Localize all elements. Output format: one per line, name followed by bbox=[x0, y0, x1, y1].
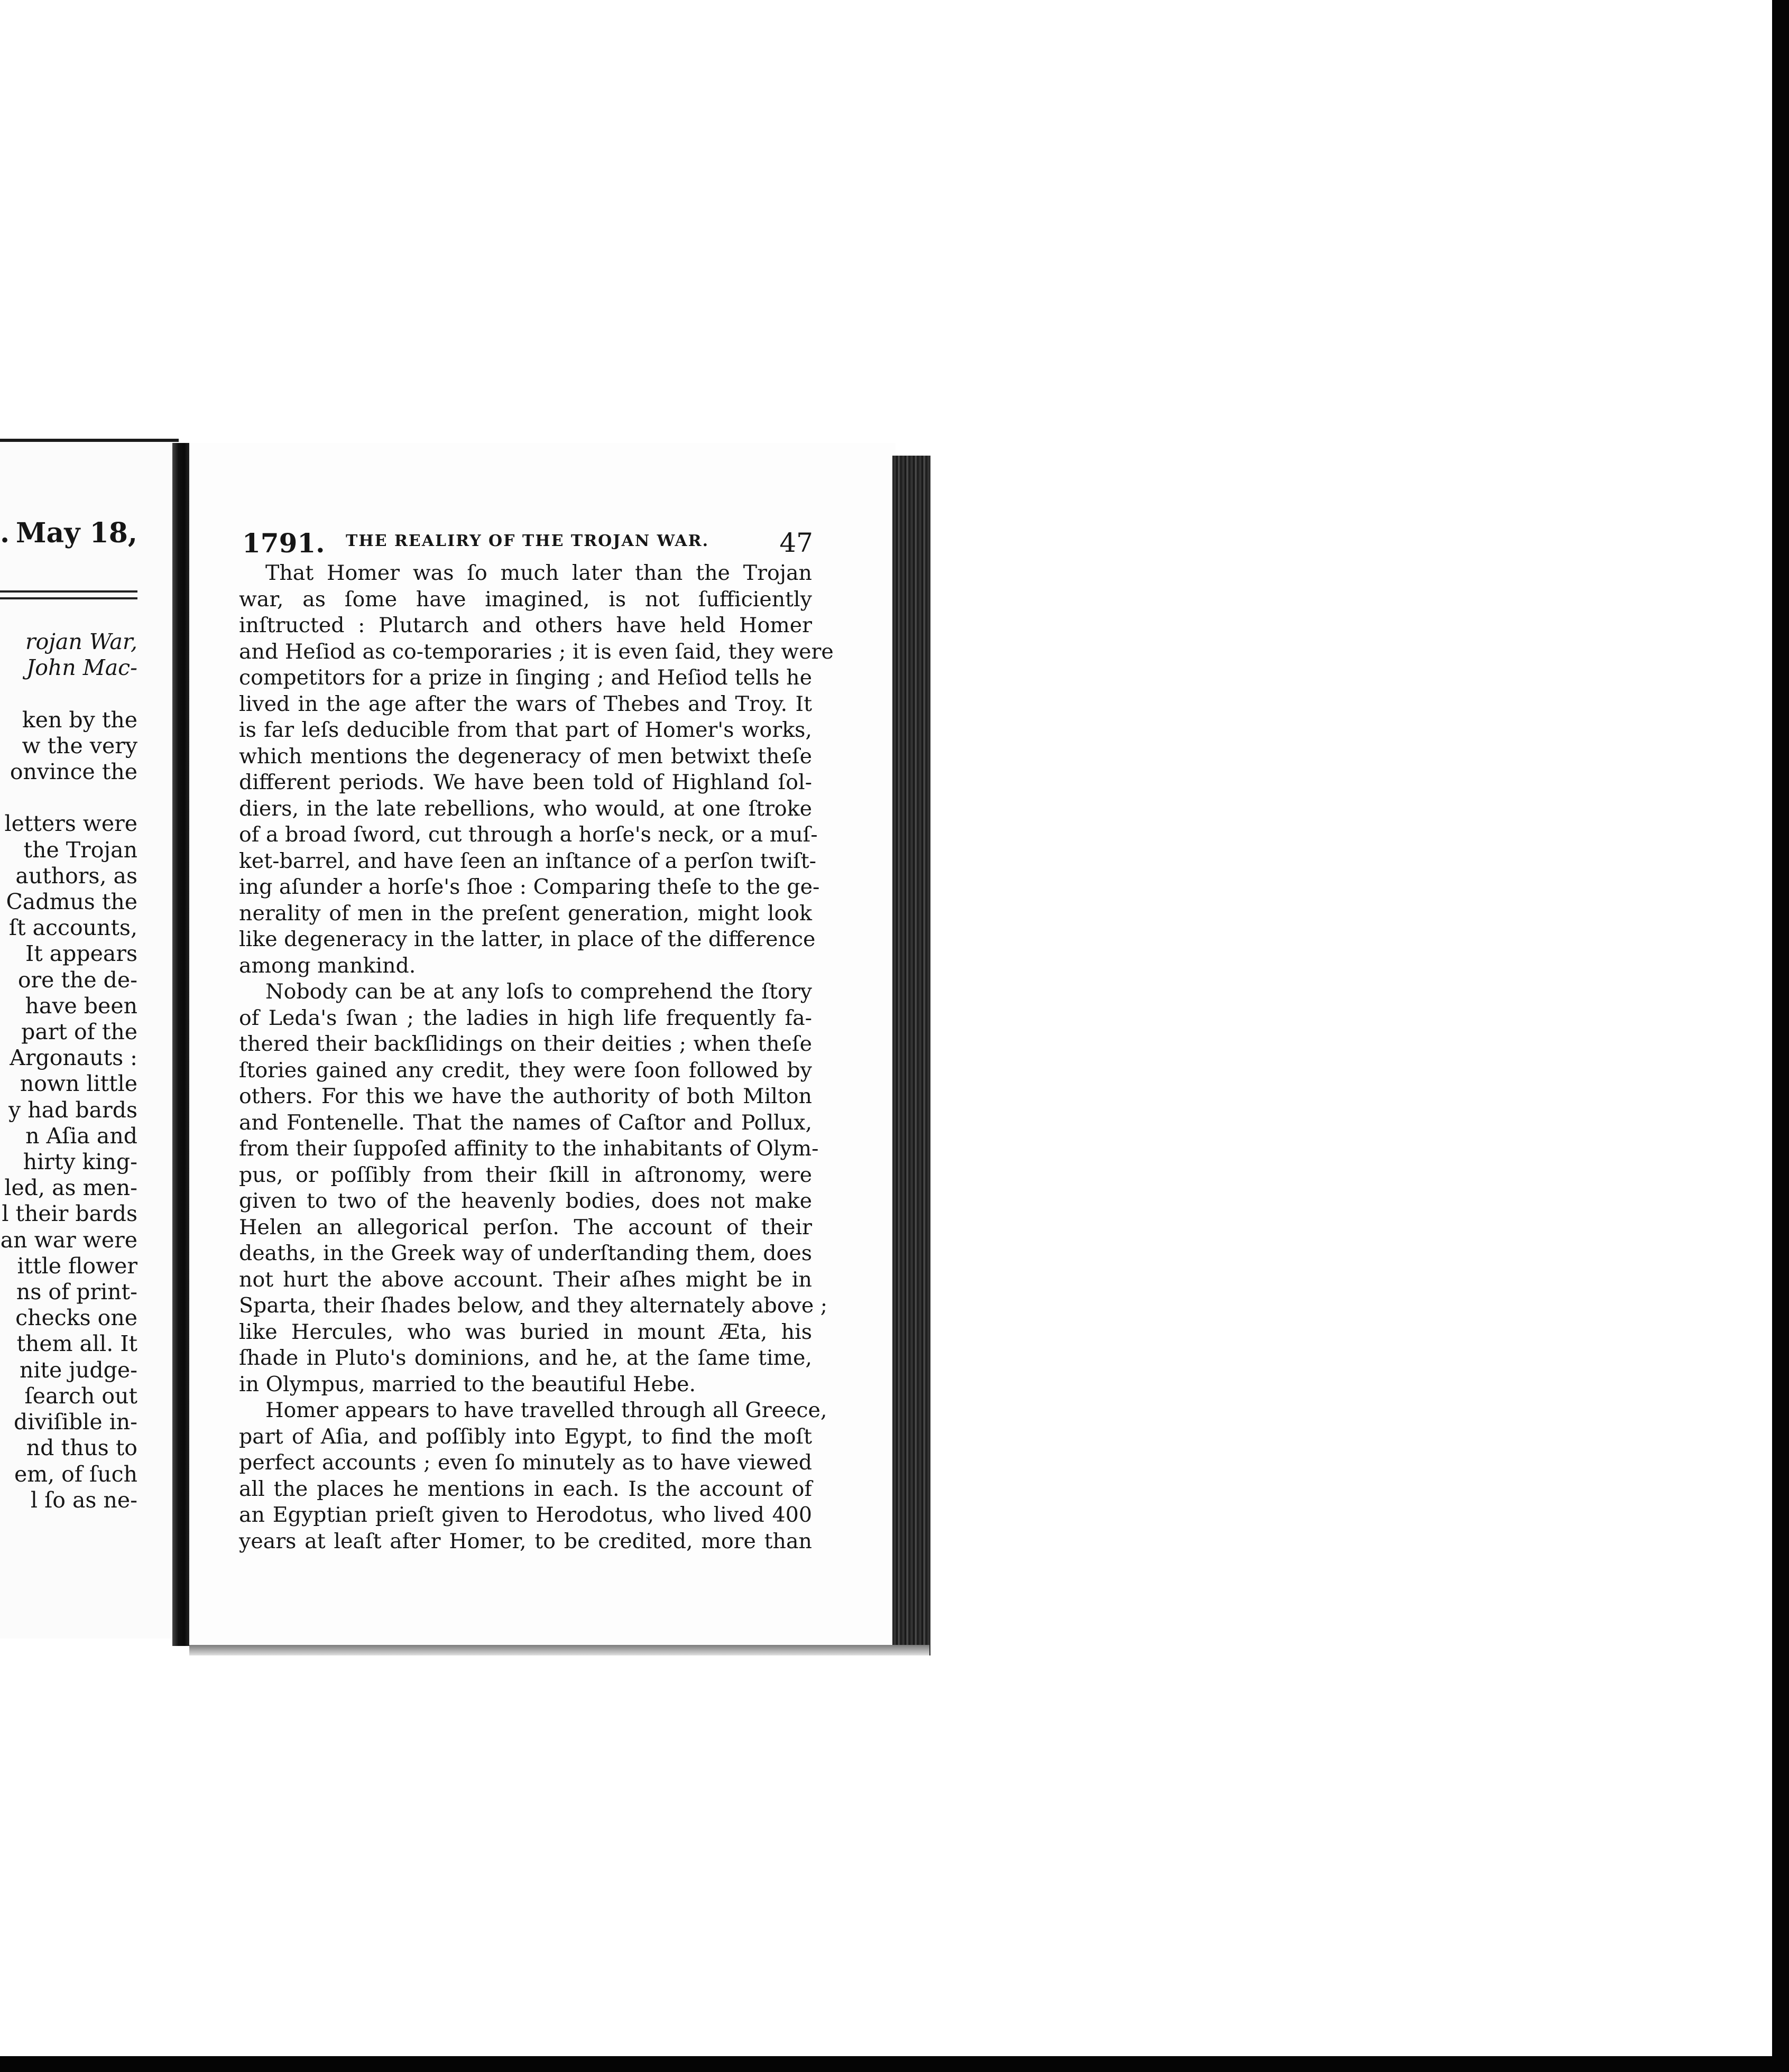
text-line: inſtructed : Plutarch and others have held Homer bbox=[239, 613, 812, 637]
left-text-line: ittle flower bbox=[17, 1253, 137, 1279]
left-text-line bbox=[0, 785, 137, 811]
text-line: ſtories gained any credit, they were ſoon followed by bbox=[239, 1058, 812, 1083]
text-line: like degeneracy in the latter, in place of the difference bbox=[239, 927, 816, 951]
text-line: Nobody can be at any loſs to comprehend the ſtory bbox=[265, 979, 812, 1004]
left-text-line: rojan War, bbox=[25, 629, 137, 654]
left-text-line: an war were bbox=[0, 1227, 137, 1253]
text-line: competitors for a prize in ſinging ; and Heſiod tells he bbox=[239, 665, 812, 690]
text-line: deaths, in the Greek way of underſtanding them, does bbox=[239, 1241, 812, 1265]
left-page-top-edge bbox=[0, 439, 179, 442]
left-text-line: n Aſia and bbox=[25, 1123, 137, 1149]
left-page bbox=[0, 439, 179, 1639]
left-text-line: onvince the bbox=[10, 759, 137, 785]
left-text-line: ſt accounts, bbox=[8, 915, 137, 941]
page-bottom-shadow bbox=[189, 1645, 929, 1655]
text-line: ket-barrel, and have ſeen an inſtance of a perſon twiſt- bbox=[239, 848, 816, 873]
text-line: different periods. We have been told of Highland ſol- bbox=[239, 770, 812, 794]
left-text-line: the Trojan bbox=[23, 837, 137, 863]
text-line: pus, or poſſibly from their ſkill in aſtronomy, were bbox=[239, 1162, 812, 1187]
text-line: perfect accounts ; even ſo minutely as to have viewed bbox=[239, 1450, 812, 1475]
text-line: ſhade in Pluto's dominions, and he, at the ſame time, bbox=[239, 1346, 812, 1370]
left-text-line: nown little bbox=[20, 1071, 137, 1097]
left-text-line: John Mac- bbox=[26, 655, 137, 681]
text-line: an Egyptian prieſt given to Herodotus, who lived 400 bbox=[239, 1503, 812, 1527]
running-head-title: THE REALIRY OF THE TROJAN WAR. bbox=[346, 532, 709, 550]
text-line: Sparta, their ſhades below, and they alternately above ; bbox=[239, 1293, 828, 1318]
text-line: diers, in the late rebellions, who would, at one ſtroke bbox=[239, 796, 812, 821]
text-line: Homer appears to have travelled through all Greece, bbox=[265, 1398, 827, 1422]
double-rule-top bbox=[0, 590, 137, 593]
scan-border-bottom bbox=[0, 2056, 1789, 2072]
text-line: part of Aſia, and poſſibly into Egypt, to find the moſt bbox=[239, 1424, 812, 1449]
left-text-line: w the very bbox=[22, 733, 137, 758]
left-text-line bbox=[0, 681, 137, 707]
scan-border-right bbox=[1772, 0, 1789, 2072]
text-line: among mankind. bbox=[239, 953, 416, 978]
text-line: war, as ſome have imagined, is not ſufficiently bbox=[239, 587, 812, 612]
page-number: 47 bbox=[779, 528, 813, 558]
text-line: ing aſunder a horſe's ſhoe : Comparing theſe to the ge- bbox=[239, 875, 820, 899]
left-text-line: them all. It bbox=[16, 1331, 137, 1357]
text-line: all the places he mentions in each. Is the account of bbox=[239, 1476, 812, 1501]
left-text-line: letters were bbox=[4, 811, 137, 837]
left-text-line: have been bbox=[25, 993, 137, 1019]
left-text-line: l their bards bbox=[2, 1201, 137, 1227]
text-line: lived in the age after the wars of Thebes and Troy. It bbox=[239, 691, 812, 716]
text-line: which mentions the degeneracy of men betwixt theſe bbox=[239, 744, 812, 769]
text-line: of Leda's ſwan ; the ladies in high life frequently fa- bbox=[239, 1005, 812, 1030]
left-text-line: part of the bbox=[21, 1019, 137, 1045]
text-line: like Hercules, who was buried in mount Æta, his bbox=[239, 1319, 812, 1344]
text-line: nerality of men in the preſent generation, might look bbox=[239, 901, 812, 926]
running-head-year: 1791. bbox=[242, 528, 325, 559]
text-line: That Homer was ſo much later than the Trojan bbox=[265, 561, 812, 585]
running-head bbox=[242, 528, 813, 559]
left-text-line: hirty king- bbox=[23, 1149, 137, 1175]
left-text-line: Cadmus the bbox=[6, 889, 137, 915]
text-line: of a broad ſword, cut through a horſe's neck, or a muſ- bbox=[239, 822, 818, 847]
left-text-line: diviſible in- bbox=[14, 1409, 137, 1435]
left-text-line: led, as men- bbox=[4, 1175, 137, 1201]
left-text-line: l ſo as ne- bbox=[30, 1487, 137, 1513]
text-line: others. For this we have the authority of both Milton bbox=[239, 1084, 812, 1108]
left-text-line: ken by the bbox=[22, 707, 137, 733]
left-header-dot: . bbox=[0, 517, 10, 549]
body-text bbox=[239, 560, 834, 1555]
left-text-line: Argonauts : bbox=[10, 1045, 137, 1071]
left-text-line: authors, as bbox=[15, 863, 137, 889]
text-line: and Heſiod as co-temporaries ; it is even ſaid, they were bbox=[239, 639, 834, 664]
text-line: not hurt the above account. Their aſhes might be in bbox=[239, 1267, 812, 1292]
left-text-line: ns of print- bbox=[16, 1279, 137, 1305]
page-edges bbox=[892, 456, 930, 1655]
left-page-header: May 18, bbox=[15, 517, 137, 549]
left-text-line: ore the de- bbox=[17, 967, 137, 993]
double-rule-bottom bbox=[0, 597, 137, 599]
text-line: in Olympus, married to the beautiful Hebe. bbox=[239, 1372, 696, 1396]
text-line: Helen an allegorical perſon. The account of their bbox=[239, 1215, 812, 1240]
text-line: thered their backſlidings on their deities ; when theſe bbox=[239, 1032, 812, 1056]
text-line: from their ſuppoſed affinity to the inhabitants of Olym- bbox=[239, 1136, 819, 1161]
left-text-line: y had bards bbox=[8, 1097, 137, 1123]
left-text-line: ſearch out bbox=[24, 1383, 137, 1409]
left-text-line: It appears bbox=[25, 941, 137, 967]
text-line: is far leſs deducible from that part of Homer's works, bbox=[239, 718, 812, 742]
left-text-line: nite judge- bbox=[19, 1357, 137, 1383]
left-text-line: em, of ſuch bbox=[14, 1461, 137, 1487]
text-line: years at leaſt after Homer, to be credited, more than bbox=[239, 1529, 812, 1553]
text-line: and Fontenelle. That the names of Caſtor and Pollux, bbox=[239, 1110, 812, 1135]
left-text-line: checks one bbox=[15, 1305, 137, 1331]
text-line: given to two of the heavenly bodies, does not make bbox=[239, 1189, 812, 1213]
left-text-line: nd thus to bbox=[26, 1435, 137, 1461]
left-page-text bbox=[0, 629, 137, 1513]
